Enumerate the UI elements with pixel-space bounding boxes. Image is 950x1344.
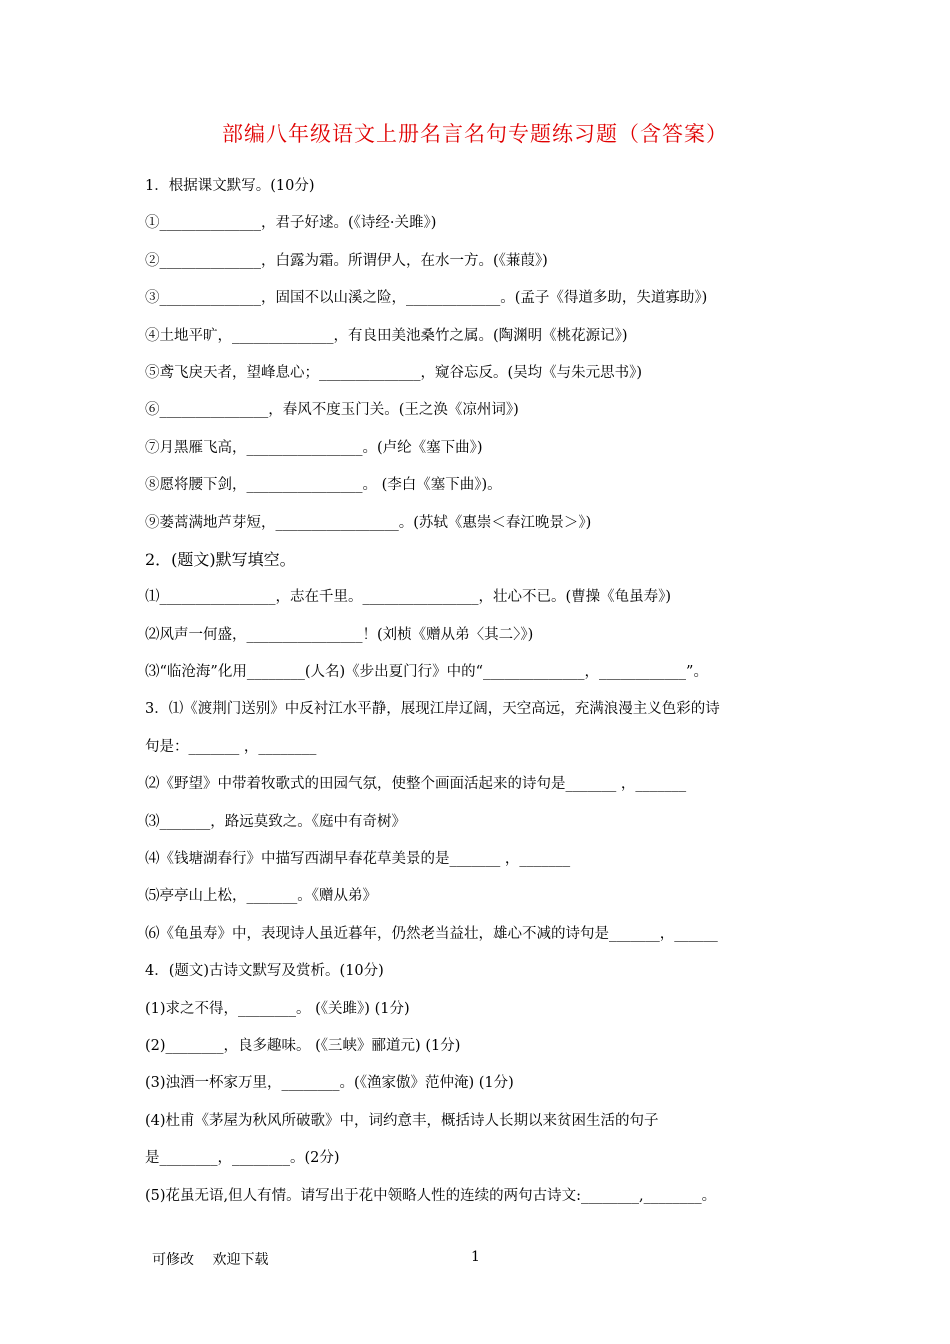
- q2-item-2: ⑵风声一何盛，________________！(刘桢《赠从弟〈其二〉》): [145, 626, 534, 643]
- q1-item-2: ②______________，白露为霜。所谓伊人，在水一方。(《蒹葭》): [145, 252, 548, 269]
- q1-item-6: ⑥_______________，春风不度玉门关。(王之涣《凉州词》): [145, 402, 519, 419]
- q1-item-5: ⑤鸢飞戾天者，望峰息心；______________，窥谷忘反。(吴均《与朱元思书》): [145, 364, 643, 381]
- q4-item-4: (4)杜甫《茅屋为秋风所破歌》中，词约意丰，概括诗人长期以来贫困生活的句子: [145, 1112, 659, 1129]
- q1-item-3: ③______________，固国不以山溪之险，_____________。(孟子《得道多助，失道寡助》): [145, 290, 708, 307]
- q4-item-5: (5)花虽无语,但人有情。请写出于花中领略人性的连续的两句古诗文:________,________。: [145, 1187, 717, 1204]
- q2-heading: 2．(题文)默写填空。: [145, 549, 296, 569]
- question-body: [145, 174, 810, 1221]
- q3-item-6: ⑹《龟虽寿》中，表现诗人虽近暮年，仍然老当益壮，雄心不减的诗句是_______，______: [145, 925, 718, 942]
- q1-item-8: ⑧愿将腰下剑，________________。 (李白《塞下曲》)。: [145, 477, 502, 494]
- q2-item-3: ⑶“临沧海”化用________(人名)《步出夏门行》中的“______________，____________”。: [145, 664, 708, 681]
- q3-item-1-cont: 句是：_______ ，________: [145, 738, 317, 755]
- page-number: 1: [471, 1249, 480, 1265]
- q2-item-1: ⑴________________，志在千里。________________，壮心不已。(曹操《龟虽寿》): [145, 589, 672, 606]
- q3-item-3: ⑶_______，路远莫致之。《庭中有奇树》: [145, 813, 406, 830]
- q4-item-4-cont: 是________，________。(2分): [145, 1150, 340, 1167]
- q4-heading: 4．(题文)古诗文默写及赏析。(10分): [145, 963, 384, 980]
- footer-note: 可修改 欢迎下载: [152, 1252, 269, 1268]
- q3-item-4: ⑷《钱塘湖春行》中描写西湖早春花草美景的是_______ ，_______: [145, 851, 571, 868]
- q3-item-2: ⑵《野望》中带着牧歌式的田园气氛，使整个画面活起来的诗句是_______ ，_______: [145, 776, 687, 793]
- q1-item-4: ④土地平旷，______________，有良田美池桑竹之属。(陶渊明《桃花源记》): [145, 327, 628, 344]
- document-title: 部编八年级语文上册名言名句专题练习题（含答案）: [222, 122, 728, 146]
- q1-item-7: ⑦月黑雁飞高，________________。(卢纶《塞下曲》): [145, 439, 483, 456]
- q1-item-1: ①______________，君子好逑。(《诗经·关雎》): [145, 215, 437, 232]
- q4-item-2: (2)________，良多趣味。 (《三峡》郦道元) (1分): [145, 1037, 461, 1054]
- q3-item-5: ⑸亭亭山上松，_______。《赠从弟》: [145, 888, 377, 905]
- q4-item-1: (1)求之不得，________。 (《关雎》) (1分): [145, 1000, 410, 1017]
- q4-item-3: (3)浊酒一杯家万里，________。(《渔家傲》范仲淹) (1分): [145, 1075, 514, 1092]
- q1-item-9: ⑨蒌蒿满地芦芽短，_________________。(苏轼《惠崇＜春江晚景＞》): [145, 514, 592, 531]
- q1-heading: 1．根据课文默写。(10分): [145, 178, 315, 194]
- q3-item-1: 3．⑴《渡荆门送别》中反衬江水平静，展现江岸辽阔，天空高远，充满浪漫主义色彩的诗: [145, 701, 720, 718]
